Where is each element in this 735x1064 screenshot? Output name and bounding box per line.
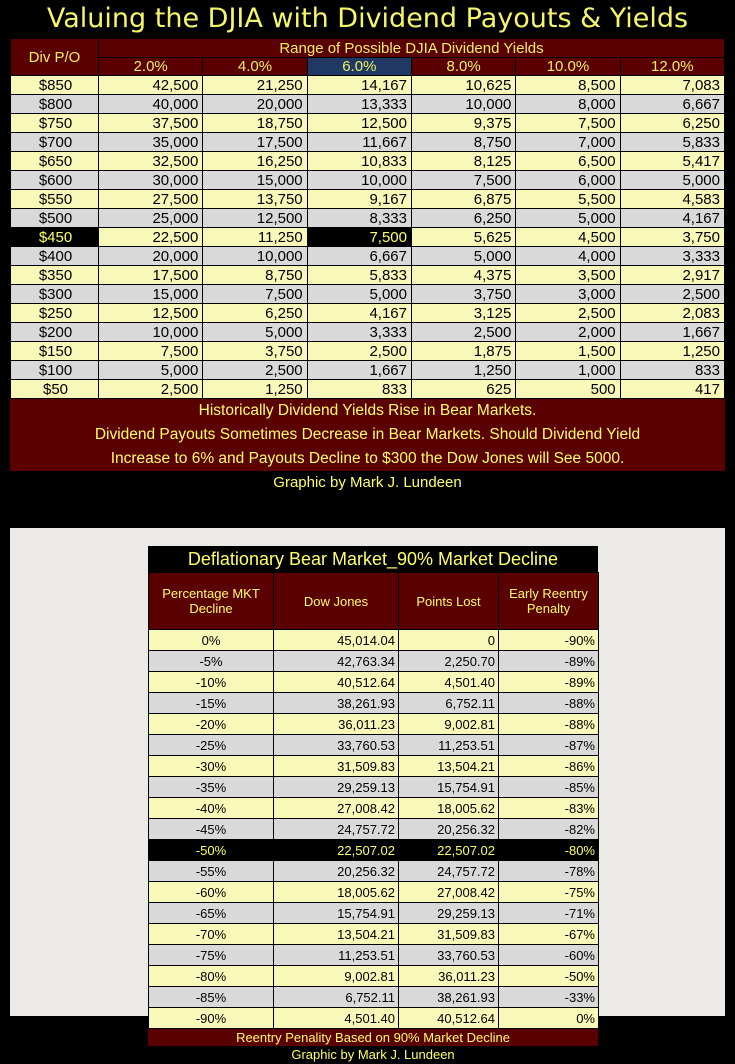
value-cell: 2,250.70 xyxy=(399,651,499,672)
value-cell: 40,512.64 xyxy=(274,672,399,693)
table-row xyxy=(149,924,599,945)
table-row xyxy=(11,380,725,399)
value-cell: 15,754.91 xyxy=(399,777,499,798)
value-cell: 10,833 xyxy=(307,152,411,171)
value-cell: -33% xyxy=(499,987,599,1008)
payout-cell: $50 xyxy=(11,380,99,399)
value-cell: -75% xyxy=(499,882,599,903)
table-row xyxy=(11,361,725,380)
value-cell: 5,500 xyxy=(516,190,620,209)
value-cell: 9,167 xyxy=(307,190,411,209)
yield-header: 10.0% xyxy=(516,58,620,76)
value-cell: 5,625 xyxy=(411,228,515,247)
value-cell: 35,000 xyxy=(99,133,203,152)
value-cell: -30% xyxy=(149,756,274,777)
payout-cell: $250 xyxy=(11,304,99,323)
value-cell: 30,000 xyxy=(99,171,203,190)
value-cell: -10% xyxy=(149,672,274,693)
value-cell: 31,509.83 xyxy=(274,756,399,777)
table-row xyxy=(149,714,599,735)
value-cell: 4,583 xyxy=(620,190,724,209)
value-cell: -90% xyxy=(499,630,599,651)
value-cell: -70% xyxy=(149,924,274,945)
value-cell: 8,000 xyxy=(516,95,620,114)
value-cell: 37,500 xyxy=(99,114,203,133)
footer-note-3: Increase to 6% and Payouts Decline to $300 the Dow Jones will See 5000. xyxy=(10,447,725,471)
table-row xyxy=(149,630,599,651)
value-cell: 8,750 xyxy=(203,266,307,285)
value-cell: 11,250 xyxy=(203,228,307,247)
table-row xyxy=(149,987,599,1008)
value-cell: 42,763.34 xyxy=(274,651,399,672)
table-row xyxy=(11,114,725,133)
value-cell: 4,167 xyxy=(620,209,724,228)
value-cell: 1,667 xyxy=(307,361,411,380)
column-header: Percentage MKT Decline xyxy=(149,573,274,630)
table-row xyxy=(11,209,725,228)
value-cell: 10,000 xyxy=(411,95,515,114)
bear-market-table xyxy=(148,572,599,1029)
value-cell: 12,500 xyxy=(203,209,307,228)
bear-market-title: Deflationary Bear Market_90% Market Decline xyxy=(148,546,598,572)
column-header: Points Lost xyxy=(399,573,499,630)
value-cell: 36,011.23 xyxy=(399,966,499,987)
value-cell: -82% xyxy=(499,819,599,840)
value-cell: -50% xyxy=(499,966,599,987)
value-cell: 5,000 xyxy=(203,323,307,342)
value-cell: 40,512.64 xyxy=(399,1008,499,1029)
value-cell: 1,500 xyxy=(516,342,620,361)
value-cell: 2,500 xyxy=(203,361,307,380)
value-cell: 1,667 xyxy=(620,323,724,342)
value-cell: 4,000 xyxy=(516,247,620,266)
value-cell: 1,250 xyxy=(620,342,724,361)
table-row xyxy=(149,840,599,861)
value-cell: 2,917 xyxy=(620,266,724,285)
value-cell: 36,011.23 xyxy=(274,714,399,735)
value-cell: 33,760.53 xyxy=(399,945,499,966)
value-cell: 5,000 xyxy=(99,361,203,380)
value-cell: 27,500 xyxy=(99,190,203,209)
value-cell: 4,500 xyxy=(516,228,620,247)
value-cell: -87% xyxy=(499,735,599,756)
table-row xyxy=(149,777,599,798)
bear-market-credit: Graphic by Mark J. Lundeen xyxy=(148,1046,598,1064)
value-cell: 4,167 xyxy=(307,304,411,323)
value-cell: 13,333 xyxy=(307,95,411,114)
table-row xyxy=(11,285,725,304)
payout-cell: $750 xyxy=(11,114,99,133)
payout-cell: $800 xyxy=(11,95,99,114)
value-cell: 3,333 xyxy=(620,247,724,266)
value-cell: -86% xyxy=(499,756,599,777)
value-cell: 10,000 xyxy=(99,323,203,342)
value-cell: 10,625 xyxy=(411,76,515,95)
value-cell: 24,757.72 xyxy=(399,861,499,882)
value-cell: 6,875 xyxy=(411,190,515,209)
table-row xyxy=(149,1008,599,1029)
value-cell: 20,256.32 xyxy=(399,819,499,840)
value-cell: -45% xyxy=(149,819,274,840)
value-cell: 2,500 xyxy=(307,342,411,361)
value-cell: -89% xyxy=(499,651,599,672)
value-cell: 6,667 xyxy=(620,95,724,114)
payout-cell: $700 xyxy=(11,133,99,152)
range-header: Range of Possible DJIA Dividend Yields xyxy=(99,39,725,58)
payout-cell: $100 xyxy=(11,361,99,380)
bear-market-footer: Reentry Penality Based on 90% Market Decline xyxy=(148,1029,598,1046)
value-cell: 3,125 xyxy=(411,304,515,323)
column-header: Early Reentry Penalty xyxy=(499,573,599,630)
value-cell: 2,500 xyxy=(620,285,724,304)
div-po-header: Div P/O xyxy=(11,39,99,76)
value-cell: 5,833 xyxy=(307,266,411,285)
yield-header: 12.0% xyxy=(620,58,724,76)
payout-cell: $400 xyxy=(11,247,99,266)
value-cell: 9,002.81 xyxy=(399,714,499,735)
bear-market-table-section xyxy=(148,546,598,1064)
value-cell: -71% xyxy=(499,903,599,924)
value-cell: 17,500 xyxy=(203,133,307,152)
table-row xyxy=(11,190,725,209)
value-cell: 7,000 xyxy=(516,133,620,152)
value-cell: 16,250 xyxy=(203,152,307,171)
value-cell: 6,752.11 xyxy=(274,987,399,1008)
payout-cell: $600 xyxy=(11,171,99,190)
table-row xyxy=(11,228,725,247)
value-cell: 40,000 xyxy=(99,95,203,114)
payout-cell: $200 xyxy=(11,323,99,342)
value-cell: 15,000 xyxy=(203,171,307,190)
value-cell: -60% xyxy=(149,882,274,903)
table-row xyxy=(11,95,725,114)
value-cell: -80% xyxy=(149,966,274,987)
value-cell: 8,750 xyxy=(411,133,515,152)
value-cell: 5,000 xyxy=(307,285,411,304)
yield-header: 4.0% xyxy=(203,58,307,76)
value-cell: 6,250 xyxy=(411,209,515,228)
value-cell: 20,256.32 xyxy=(274,861,399,882)
value-cell: -5% xyxy=(149,651,274,672)
table-row xyxy=(11,304,725,323)
value-cell: 13,504.21 xyxy=(399,756,499,777)
value-cell: 4,375 xyxy=(411,266,515,285)
value-cell: 25,000 xyxy=(99,209,203,228)
value-cell: 20,000 xyxy=(203,95,307,114)
value-cell: -20% xyxy=(149,714,274,735)
table-row xyxy=(11,323,725,342)
dividend-yield-table-section xyxy=(10,0,725,495)
value-cell: 3,333 xyxy=(307,323,411,342)
table-row xyxy=(149,735,599,756)
value-cell: 6,500 xyxy=(516,152,620,171)
value-cell: -85% xyxy=(499,777,599,798)
value-cell: -60% xyxy=(499,945,599,966)
value-cell: -67% xyxy=(499,924,599,945)
table-row xyxy=(149,966,599,987)
footer-note-2: Dividend Payouts Sometimes Decrease in Bear Markets. Should Dividend Yield xyxy=(10,423,725,447)
table-row xyxy=(149,861,599,882)
value-cell: 18,005.62 xyxy=(274,882,399,903)
value-cell: -25% xyxy=(149,735,274,756)
table-row xyxy=(11,76,725,95)
table-row xyxy=(149,651,599,672)
value-cell: 5,000 xyxy=(620,171,724,190)
value-cell: 6,250 xyxy=(203,304,307,323)
value-cell: -83% xyxy=(499,798,599,819)
value-cell: 27,008.42 xyxy=(274,798,399,819)
payout-cell: $550 xyxy=(11,190,99,209)
value-cell: 500 xyxy=(516,380,620,399)
table-row xyxy=(149,882,599,903)
credit-line: Graphic by Mark J. Lundeen xyxy=(10,471,725,495)
value-cell: -85% xyxy=(149,987,274,1008)
table-row xyxy=(149,903,599,924)
value-cell: 6,752.11 xyxy=(399,693,499,714)
page-title: Valuing the DJIA with Dividend Payouts & Yields xyxy=(46,3,689,34)
table-row xyxy=(11,133,725,152)
value-cell: 2,500 xyxy=(411,323,515,342)
value-cell: 1,250 xyxy=(411,361,515,380)
value-cell: 9,002.81 xyxy=(274,966,399,987)
value-cell: 12,500 xyxy=(99,304,203,323)
value-cell: -65% xyxy=(149,903,274,924)
value-cell: -55% xyxy=(149,861,274,882)
value-cell: 7,500 xyxy=(99,342,203,361)
table-row xyxy=(11,152,725,171)
value-cell: 18,005.62 xyxy=(399,798,499,819)
value-cell: 6,250 xyxy=(620,114,724,133)
value-cell: 833 xyxy=(620,361,724,380)
value-cell: 29,259.13 xyxy=(274,777,399,798)
value-cell: 18,750 xyxy=(203,114,307,133)
value-cell: -50% xyxy=(149,840,274,861)
payout-cell: $300 xyxy=(11,285,99,304)
dividend-yield-table xyxy=(10,38,725,399)
value-cell: 7,500 xyxy=(516,114,620,133)
value-cell: 11,253.51 xyxy=(399,735,499,756)
column-header: Dow Jones xyxy=(274,573,399,630)
value-cell: 21,250 xyxy=(203,76,307,95)
value-cell: 4,501.40 xyxy=(399,672,499,693)
value-cell: 15,754.91 xyxy=(274,903,399,924)
value-cell: 7,500 xyxy=(203,285,307,304)
value-cell: 625 xyxy=(411,380,515,399)
value-cell: 2,000 xyxy=(516,323,620,342)
value-cell: 22,500 xyxy=(99,228,203,247)
yield-header: 2.0% xyxy=(99,58,203,76)
value-cell: -78% xyxy=(499,861,599,882)
value-cell: -80% xyxy=(499,840,599,861)
payout-cell: $650 xyxy=(11,152,99,171)
value-cell: -40% xyxy=(149,798,274,819)
value-cell: 833 xyxy=(307,380,411,399)
value-cell: 10,000 xyxy=(307,171,411,190)
value-cell: 7,500 xyxy=(411,171,515,190)
value-cell: 20,000 xyxy=(99,247,203,266)
value-cell: -89% xyxy=(499,672,599,693)
value-cell: 31,509.83 xyxy=(399,924,499,945)
table-row xyxy=(149,798,599,819)
value-cell: 38,261.93 xyxy=(274,693,399,714)
value-cell: 12,500 xyxy=(307,114,411,133)
value-cell: 22,507.02 xyxy=(399,840,499,861)
value-cell: -90% xyxy=(149,1008,274,1029)
value-cell: 3,750 xyxy=(411,285,515,304)
value-cell: 33,760.53 xyxy=(274,735,399,756)
value-cell: 3,750 xyxy=(203,342,307,361)
payout-cell: $500 xyxy=(11,209,99,228)
value-cell: 1,000 xyxy=(516,361,620,380)
value-cell: 4,501.40 xyxy=(274,1008,399,1029)
value-cell: 5,000 xyxy=(411,247,515,266)
value-cell: 0% xyxy=(499,1008,599,1029)
value-cell: 9,375 xyxy=(411,114,515,133)
value-cell: 29,259.13 xyxy=(399,903,499,924)
value-cell: 1,875 xyxy=(411,342,515,361)
value-cell: 2,500 xyxy=(516,304,620,323)
value-cell: 417 xyxy=(620,380,724,399)
payout-cell: $450 xyxy=(11,228,99,247)
value-cell: 0 xyxy=(399,630,499,651)
table-row xyxy=(11,266,725,285)
value-cell: 13,750 xyxy=(203,190,307,209)
value-cell: -88% xyxy=(499,714,599,735)
value-cell: 7,500 xyxy=(307,228,411,247)
value-cell: 10,000 xyxy=(203,247,307,266)
value-cell: -15% xyxy=(149,693,274,714)
value-cell: 8,500 xyxy=(516,76,620,95)
value-cell: -35% xyxy=(149,777,274,798)
yield-header: 6.0% xyxy=(307,58,411,76)
value-cell: -88% xyxy=(499,693,599,714)
value-cell: 5,833 xyxy=(620,133,724,152)
value-cell: 1,250 xyxy=(203,380,307,399)
value-cell: 15,000 xyxy=(99,285,203,304)
value-cell: 8,125 xyxy=(411,152,515,171)
table-row xyxy=(149,945,599,966)
value-cell: 3,750 xyxy=(620,228,724,247)
payout-cell: $350 xyxy=(11,266,99,285)
value-cell: 6,667 xyxy=(307,247,411,266)
value-cell: 38,261.93 xyxy=(399,987,499,1008)
payout-cell: $150 xyxy=(11,342,99,361)
value-cell: 3,500 xyxy=(516,266,620,285)
table-row xyxy=(149,693,599,714)
value-cell: -75% xyxy=(149,945,274,966)
table-row xyxy=(11,247,725,266)
table-row xyxy=(11,171,725,190)
table-row xyxy=(149,819,599,840)
value-cell: 17,500 xyxy=(99,266,203,285)
value-cell: 45,014.04 xyxy=(274,630,399,651)
value-cell: 11,667 xyxy=(307,133,411,152)
value-cell: 6,000 xyxy=(516,171,620,190)
value-cell: 42,500 xyxy=(99,76,203,95)
value-cell: 22,507.02 xyxy=(274,840,399,861)
value-cell: 7,083 xyxy=(620,76,724,95)
payout-cell: $850 xyxy=(11,76,99,95)
value-cell: 2,500 xyxy=(99,380,203,399)
value-cell: 24,757.72 xyxy=(274,819,399,840)
value-cell: 32,500 xyxy=(99,152,203,171)
value-cell: 13,504.21 xyxy=(274,924,399,945)
value-cell: 2,083 xyxy=(620,304,724,323)
table-row xyxy=(149,756,599,777)
value-cell: 3,000 xyxy=(516,285,620,304)
value-cell: 27,008.42 xyxy=(399,882,499,903)
table-row xyxy=(149,672,599,693)
value-cell: 14,167 xyxy=(307,76,411,95)
value-cell: 8,333 xyxy=(307,209,411,228)
footer-note-1: Historically Dividend Yields Rise in Bear Markets. xyxy=(10,399,725,423)
value-cell: 11,253.51 xyxy=(274,945,399,966)
value-cell: 0% xyxy=(149,630,274,651)
table-row xyxy=(11,342,725,361)
value-cell: 5,417 xyxy=(620,152,724,171)
value-cell: 5,000 xyxy=(516,209,620,228)
yield-header: 8.0% xyxy=(411,58,515,76)
